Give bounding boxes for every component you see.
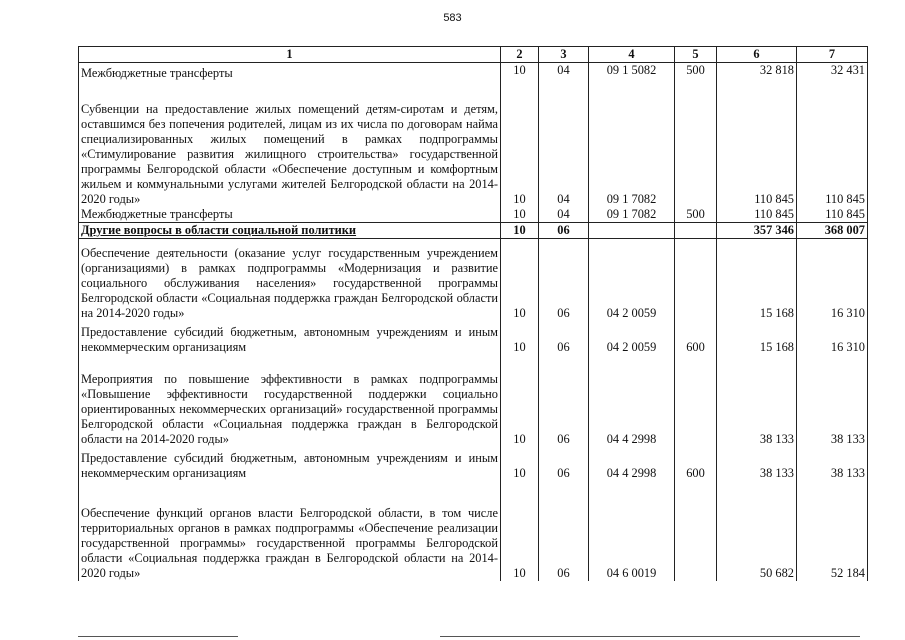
row-target-code: 09 1 5082 — [589, 63, 675, 81]
table-row — [79, 81, 868, 207]
row-amount-2017: 16 310 — [797, 321, 868, 355]
row-target-code: 04 2 0059 — [589, 239, 675, 321]
table-row — [79, 63, 868, 81]
row-amount-2016: 110 845 — [717, 207, 797, 223]
row-description: Межбюджетные трансферты — [79, 63, 501, 81]
row-amount-2016: 110 845 — [717, 81, 797, 207]
row-description: Субвенции на предоставление жилых помещений детям-сиротам и детям, оставшимся без попечения родителей, лицам из их числа по договорам найма специализированных жилых помещений в рамках подпрограммы «Стимулирование развития жилищного строительства» государственной программы Белгородской области «Обеспечение доступным и комфортным жильем и коммунальными услугами жителей Белгородской области на 2014-2020 годы» — [79, 81, 501, 207]
bottom-divider-right — [440, 636, 860, 637]
row-expense-type — [675, 355, 717, 447]
table-row — [79, 355, 868, 447]
row-amount-2016: 357 346 — [717, 223, 797, 239]
row-subsection: 06 — [539, 223, 589, 239]
row-amount-2017: 368 007 — [797, 223, 868, 239]
row-amount-2017: 38 133 — [797, 355, 868, 447]
table-row — [79, 239, 868, 321]
table-body — [79, 63, 868, 581]
row-target-code — [589, 223, 675, 239]
table-row — [79, 481, 868, 581]
table-header-row — [79, 47, 868, 63]
row-amount-2017: 110 845 — [797, 207, 868, 223]
row-section: 10 — [501, 321, 539, 355]
header-col-2: 2 — [501, 47, 539, 63]
row-amount-2017: 38 133 — [797, 447, 868, 481]
row-amount-2017: 16 310 — [797, 239, 868, 321]
table-row — [79, 321, 868, 355]
row-amount-2016: 15 168 — [717, 239, 797, 321]
table-row — [79, 223, 868, 239]
row-subsection: 06 — [539, 355, 589, 447]
row-expense-type: 500 — [675, 207, 717, 223]
row-expense-type — [675, 81, 717, 207]
row-target-code: 09 1 7082 — [589, 81, 675, 207]
row-subsection: 06 — [539, 447, 589, 481]
header-col-7: 7 — [797, 47, 868, 63]
table-row — [79, 207, 868, 223]
row-subsection: 06 — [539, 239, 589, 321]
row-subsection: 04 — [539, 63, 589, 81]
row-description: Предоставление субсидий бюджетным, автономным учреждениям и иным некоммерческим организациям — [79, 321, 501, 355]
row-target-code: 04 2 0059 — [589, 321, 675, 355]
row-subsection: 06 — [539, 481, 589, 581]
row-target-code: 04 6 0019 — [589, 481, 675, 581]
table-row — [79, 447, 868, 481]
bottom-divider-left — [78, 636, 238, 637]
row-description: Обеспечение функций органов власти Белгородской области, в том числе территориальных органов в рамках подпрограммы «Обеспечение реализации государственной программы» государственной программы Белгородской области «Социальная поддержка граждан в Белгородской области на 2014-2020 годы» — [79, 481, 501, 581]
header-col-5: 5 — [675, 47, 717, 63]
row-expense-type — [675, 481, 717, 581]
row-description: Предоставление субсидий бюджетным, автономным учреждениям и иным некоммерческим организациям — [79, 447, 501, 481]
row-section: 10 — [501, 223, 539, 239]
row-amount-2016: 50 682 — [717, 481, 797, 581]
row-description: Межбюджетные трансферты — [79, 207, 501, 223]
row-amount-2017: 32 431 — [797, 63, 868, 81]
row-amount-2016: 32 818 — [717, 63, 797, 81]
row-expense-type — [675, 223, 717, 239]
row-section: 10 — [501, 63, 539, 81]
row-target-code: 09 1 7082 — [589, 207, 675, 223]
row-expense-type: 600 — [675, 447, 717, 481]
row-expense-type: 600 — [675, 321, 717, 355]
row-expense-type: 500 — [675, 63, 717, 81]
row-description: Обеспечение деятельности (оказание услуг государственным учреждением (организациями) в рамках подпрограммы «Модернизация и развитие социального обслуживания населения» государственной программы Белгородской области «Социальная поддержка граждан Белгородской области на 2014-2020 годы» — [79, 239, 501, 321]
row-target-code: 04 4 2998 — [589, 355, 675, 447]
row-expense-type — [675, 239, 717, 321]
budget-table — [78, 46, 868, 581]
row-description: Мероприятия по повышение эффективности в рамках подпрограммы «Повышение эффективности государственной поддержки социально ориентированных некоммерческих организаций» государственной программы Белгородской области «Социальная поддержка граждан в Белгородской области на 2014-2020 годы» — [79, 355, 501, 447]
row-subsection: 04 — [539, 207, 589, 223]
header-col-6: 6 — [717, 47, 797, 63]
row-amount-2017: 52 184 — [797, 481, 868, 581]
header-col-3: 3 — [539, 47, 589, 63]
row-description: Другие вопросы в области социальной политики — [79, 223, 501, 239]
row-amount-2016: 15 168 — [717, 321, 797, 355]
row-section: 10 — [501, 355, 539, 447]
header-col-1: 1 — [79, 47, 501, 63]
header-col-4: 4 — [589, 47, 675, 63]
row-subsection: 04 — [539, 81, 589, 207]
page-number: 583 — [443, 12, 462, 24]
row-amount-2016: 38 133 — [717, 355, 797, 447]
row-section: 10 — [501, 481, 539, 581]
row-section: 10 — [501, 207, 539, 223]
row-section: 10 — [501, 81, 539, 207]
row-amount-2017: 110 845 — [797, 81, 868, 207]
row-section: 10 — [501, 447, 539, 481]
row-subsection: 06 — [539, 321, 589, 355]
row-target-code: 04 4 2998 — [589, 447, 675, 481]
row-section: 10 — [501, 239, 539, 321]
row-amount-2016: 38 133 — [717, 447, 797, 481]
